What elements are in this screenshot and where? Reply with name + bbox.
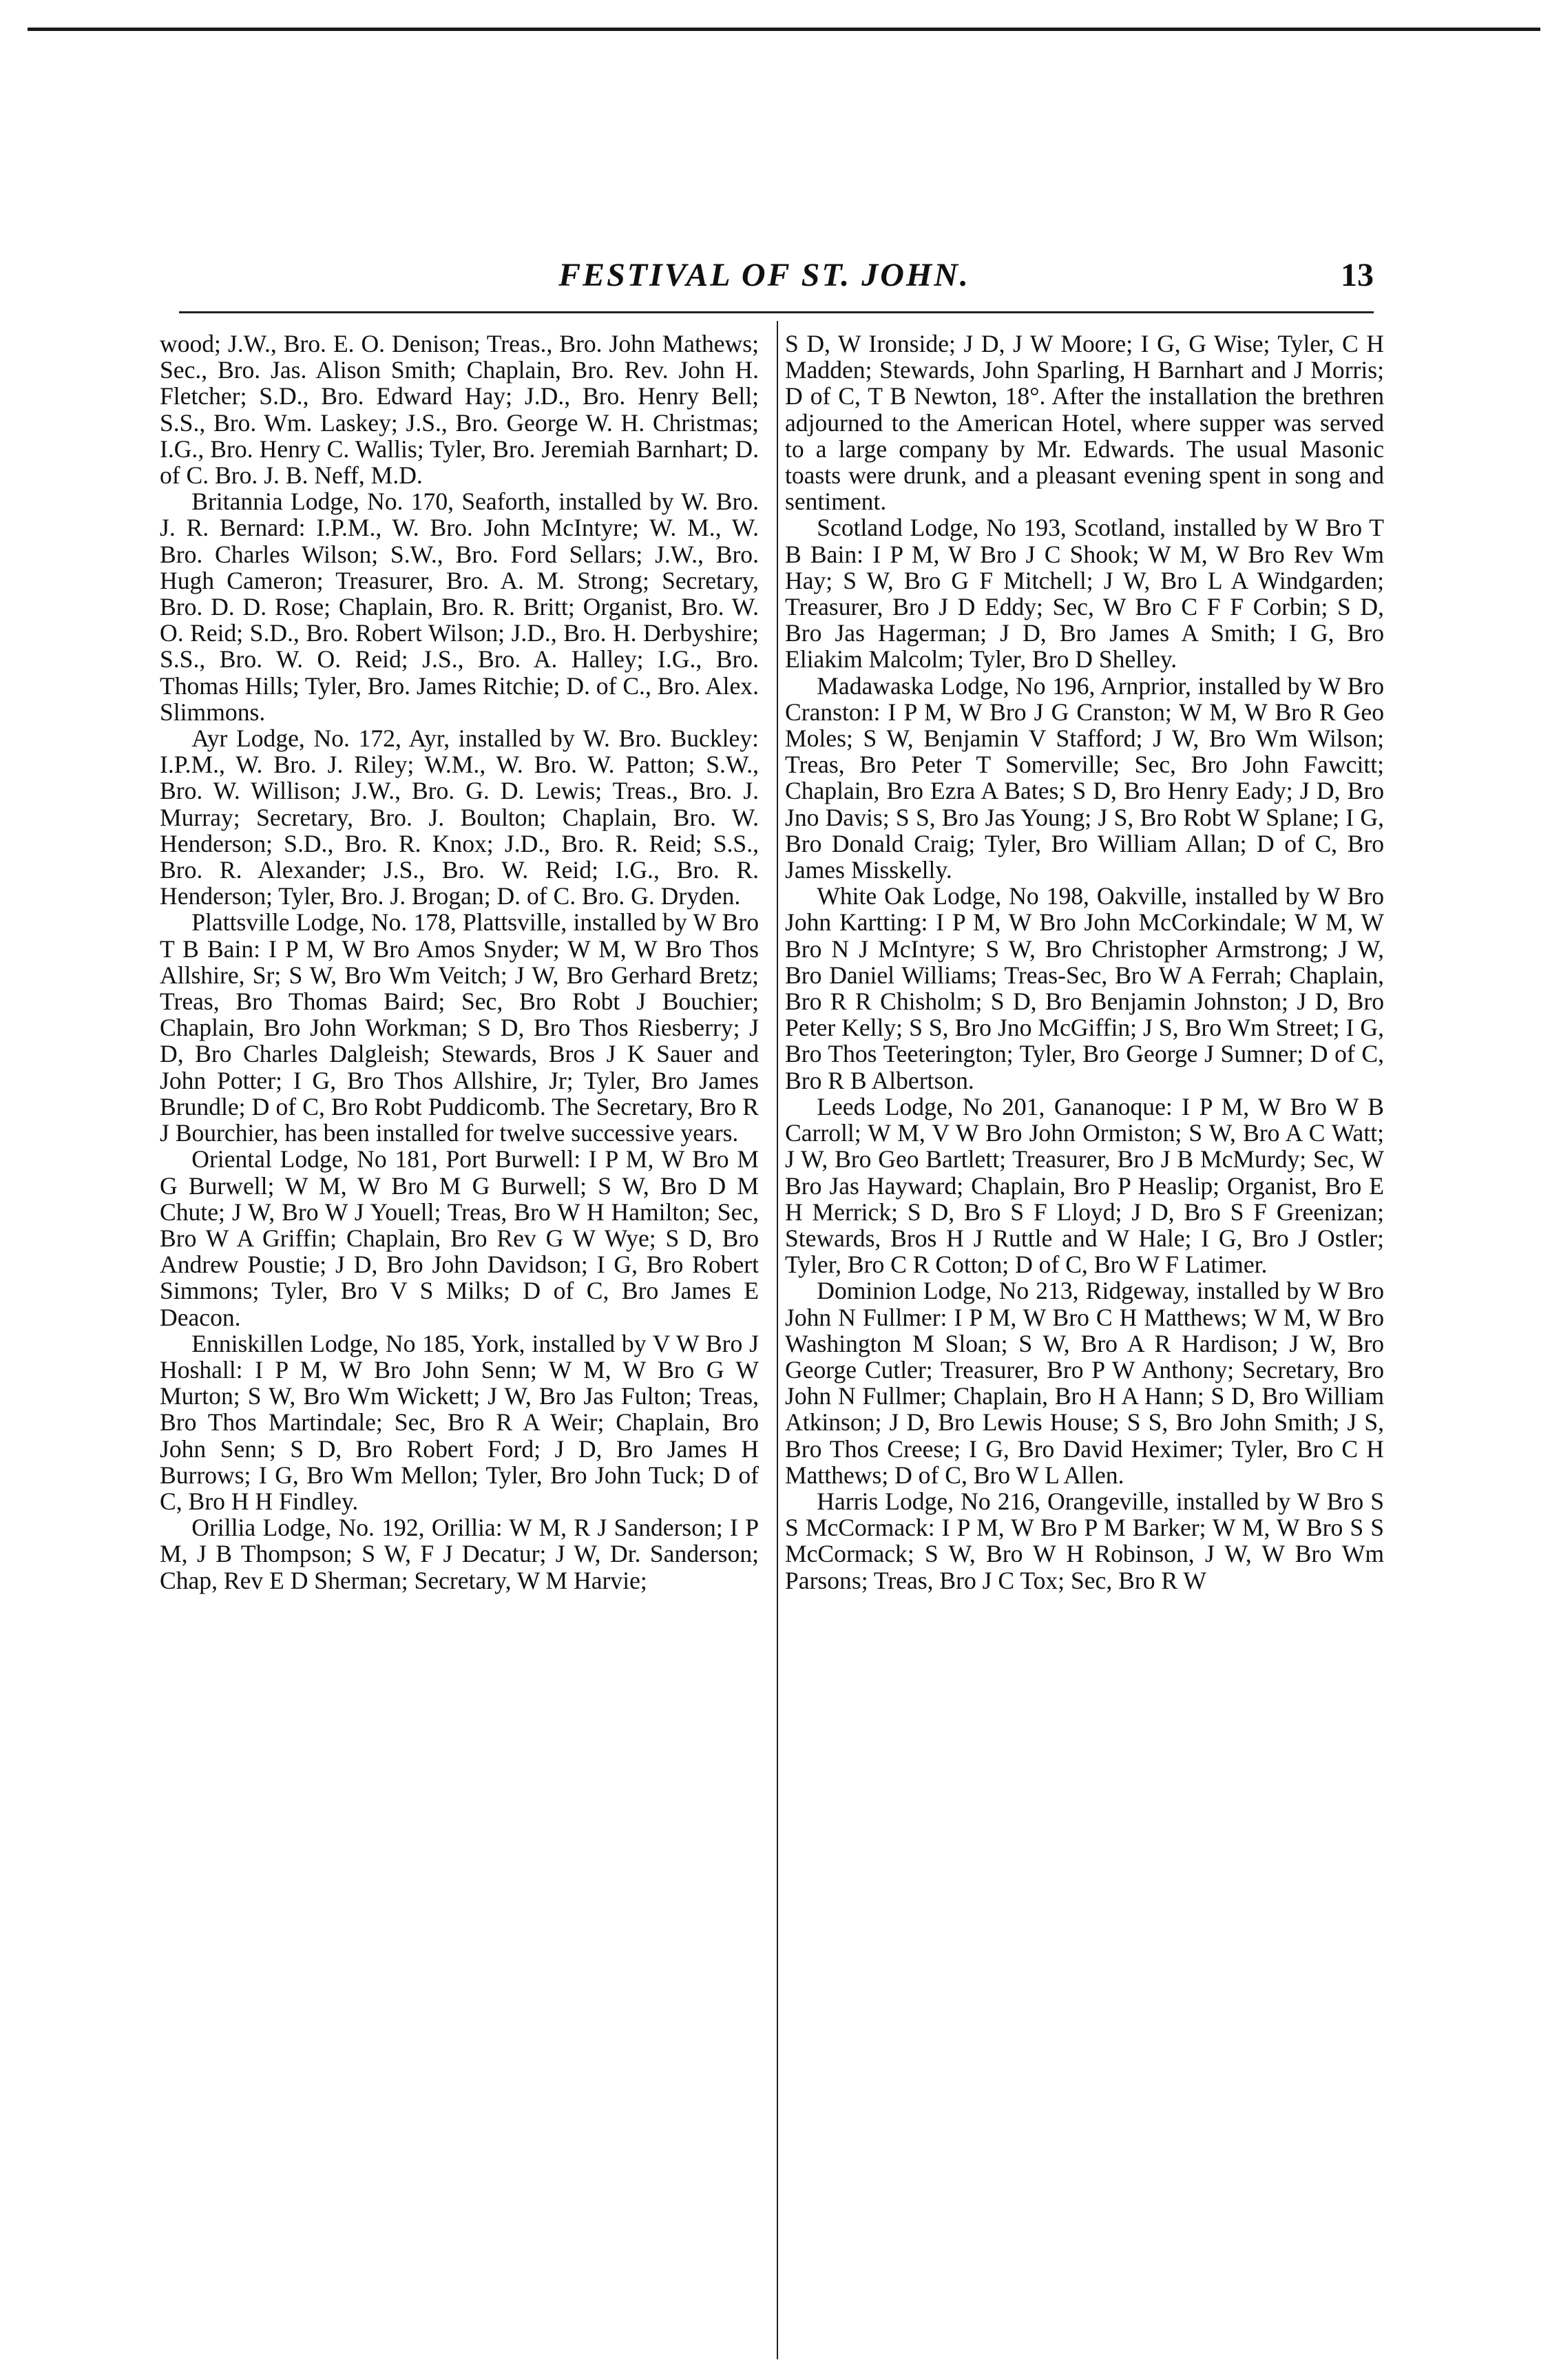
paragraph: Enniskillen Lodge, No 185, York, installed by V W Bro J Hoshall: I P M, W Bro John Senn; W M, W Bro G W Murton; S W, Bro Wm Wickett; J W, Bro Jas Fulton; Treas, Bro Thos Martindale; Sec, Bro R A Weir; Chaplain, Bro John Senn; S D, Bro Robert Ford; J D, Bro James H Burrows; I G, Bro Wm Mellon; Tyler, Bro John Tuck; D of C, Bro H H Findley. (160, 1329, 759, 1515)
column-divider (777, 321, 778, 2359)
paragraph: Scotland Lodge, No 193, Scotland, installed by W Bro T B Bain: I P M, W Bro J C Shook; W M, W Bro Rev Wm Hay; S W, Bro G F Mitchell; J W, Bro L A Windgarden; Treasurer, Bro J D Eddy; Sec, W Bro C F F Corbin; S D, Bro Jas Hagerman; J D, Bro James A Smith; I G, Bro Eliakim Malcolm; Tyler, Bro D Shelley. (785, 514, 1384, 674)
paragraph: Orillia Lodge, No. 192, Orillia: W M, R J Sanderson; I P M, J B Thompson; S W, F J Decatur; J W, Dr. Sanderson; Chap, Rev E D Sherman; Secretary, W M Harvie; (160, 1514, 759, 1594)
paragraph: White Oak Lodge, No 198, Oakville, installed by W Bro John Kartting: I P M, W Bro John McCorkindale; W M, W Bro N J McIntyre; S W, Bro Christopher Armstrong; J W, Bro Daniel Williams; Treas-Sec, Bro W A Ferrah; Chaplain, Bro R R Chisholm; S D, Bro Benjamin Johnston; J D, Bro Peter Kelly; S S, Bro Jno McGiffin; J S, Bro Wm Street; I G, Bro Thos Teeterington; Tyler, Bro George J Sumner; D of C, Bro R B Albertson. (785, 882, 1384, 1094)
paragraph: Oriental Lodge, No 181, Port Burwell: I P M, W Bro M G Burwell; W M, W Bro M G Burwell; S W, Bro D M Chute; J W, Bro W J Youell; Treas, Bro W H Hamilton; Sec, Bro W A Griffin; Chaplain, Bro Rev G W Wye; S D, Bro Andrew Poustie; J D, Bro John Davidson; I G, Bro Robert Simmons; Tyler, Bro V S Milks; D of C, Bro James E Deacon. (160, 1145, 759, 1331)
page-header (155, 256, 1374, 304)
page-number: 13 (1341, 257, 1374, 293)
top-edge-rule (28, 28, 1540, 31)
header-rule (179, 311, 1374, 313)
paragraph: Plattsville Lodge, No. 178, Plattsville, installed by W Bro T B Bain: I P M, W Bro Amos Snyder; W M, W Bro Thos Allshire, Sr; S W, Bro Wm Veitch; J W, Bro Gerhard Bretz; Treas, Bro Thomas Baird; Sec, Bro Robt J Bouchier; Chaplain, Bro John Workman; S D, Bro Thos Riesberry; J D, Bro Charles Dalgleish; Stewards, Bros J K Sauer and John Potter; I G, Bro Thos Allshire, Jr; Tyler, Bro James Brundle; D of C, Bro Robt Puddicomb. The Secretary, Bro R J Bourchier, has been installed for twelve successive years. (160, 908, 759, 1147)
running-title: FESTIVAL OF ST. JOHN. (558, 257, 970, 293)
right-column (785, 331, 1384, 1594)
paragraph: Harris Lodge, No 216, Orangeville, installed by W Bro S S McCormack: I P M, W Bro P M Barker; W M, W Bro S S McCormack; S W, Bro W H Robinson, J W, W Bro Wm Parsons; Treas, Bro J C Tox; Sec, Bro R W (785, 1487, 1384, 1594)
paragraph: Dominion Lodge, No 213, Ridgeway, installed by W Bro John N Fullmer: I P M, W Bro C H Matthews; W M, W Bro Washington M Sloan; S W, Bro A R Hardison; J W, Bro George Cutler; Treasurer, Bro P W Anthony; Secretary, Bro John N Fullmer; Chaplain, Bro H A Hann; S D, Bro William Atkinson; J D, Bro Lewis House; S S, Bro John Smith; J S, Bro Thos Creese; I G, Bro David Heximer; Tyler, Bro C H Matthews; D of C, Bro W L Allen. (785, 1277, 1384, 1489)
left-column (160, 331, 759, 1594)
paragraph: Ayr Lodge, No. 172, Ayr, installed by W. Bro. Buckley: I.P.M., W. Bro. J. Riley; W.M., W. Bro. W. Patton; S.W., Bro. W. Willison; J.W., Bro. G. D. Lewis; Treas., Bro. J. Murray; Secretary, Bro. J. Boulton; Chaplain, Bro. W. Henderson; S.D., Bro. R. Knox; J.D., Bro. R. Reid; S.S., Bro. R. Alexander; J.S., Bro. W. Reid; I.G., Bro. R. Henderson; Tyler, Bro. J. Brogan; D. of C. Bro. G. Dryden. (160, 724, 759, 910)
paragraph: Madawaska Lodge, No 196, Arnprior, installed by W Bro Cranston: I P M, W Bro J G Cranston; W M, W Bro R Geo Moles; S W, Benjamin V Stafford; J W, Bro Wm Wilson; Treas, Bro Peter T Somerville; Sec, Bro John Fawcitt; Chaplain, Bro Ezra A Bates; S D, Bro Henry Eady; J D, Bro Jno Davis; S S, Bro Jas Young; J S, Bro Robt W Splane; I G, Bro Donald Craig; Tyler, Bro William Allan; D of C, Bro James Misskelly. (785, 671, 1384, 884)
paragraph: wood; J.W., Bro. E. O. Denison; Treas., Bro. John Mathews; Sec., Bro. Jas. Alison Smith; Chaplain, Bro. Rev. John H. Fletcher; S.D., Bro. Edward Hay; J.D., Bro. Henry Bell; S.S., Bro. Wm. Laskey; J.S., Bro. George W. H. Christmas; I.G., Bro. Henry C. Wallis; Tyler, Bro. Jeremiah Barnhart; D. of C. Bro. J. B. Neff, M.D. (160, 330, 759, 490)
paragraph: Leeds Lodge, No 201, Gananoque: I P M, W Bro W B Carroll; W M, V W Bro John Ormiston; S W, Bro A C Watt; J W, Bro Geo Bartlett; Treasurer, Bro J B McMurdy; Sec, W Bro Jas Hayward; Chaplain, Bro P Heaslip; Organist, Bro E H Merrick; S D, Bro S F Lloyd; J D, Bro S F Greenizan; Stewards, Bros H J Ruttle and W Hale; I G, Bro J Ostler; Tyler, Bro C R Cotton; D of C, Bro W F Latimer. (785, 1092, 1384, 1279)
paragraph: Britannia Lodge, No. 170, Seaforth, installed by W. Bro. J. R. Bernard: I.P.M., W. Bro. John McIntyre; W. M., W. Bro. Charles Wilson; S.W., Bro. Ford Sellars; J.W., Bro. Hugh Cameron; Treasurer, Bro. A. M. Strong; Secretary, Bro. D. D. Rose; Chaplain, Bro. R. Britt; Organist, Bro. W. O. Reid; S.D., Bro. Robert Wilson; J.D., Bro. H. Derbyshire; S.S., Bro. W. O. Reid; J.S., Bro. A. Halley; I.G., Bro. Thomas Hills; Tyler, Bro. James Ritchie; D. of C., Bro. Alex. Slimmons. (160, 488, 759, 726)
paragraph: S D, W Ironside; J D, J W Moore; I G, G Wise; Tyler, C H Madden; Stewards, John Sparling, H Barnhart and J Morris; D of C, T B Newton, 18°. After the installation the brethren adjourned to the American Hotel, where supper was served to a large company by Mr. Edwards. The usual Masonic toasts were drunk, and a pleasant evening spent in song and sentiment. (785, 330, 1384, 516)
